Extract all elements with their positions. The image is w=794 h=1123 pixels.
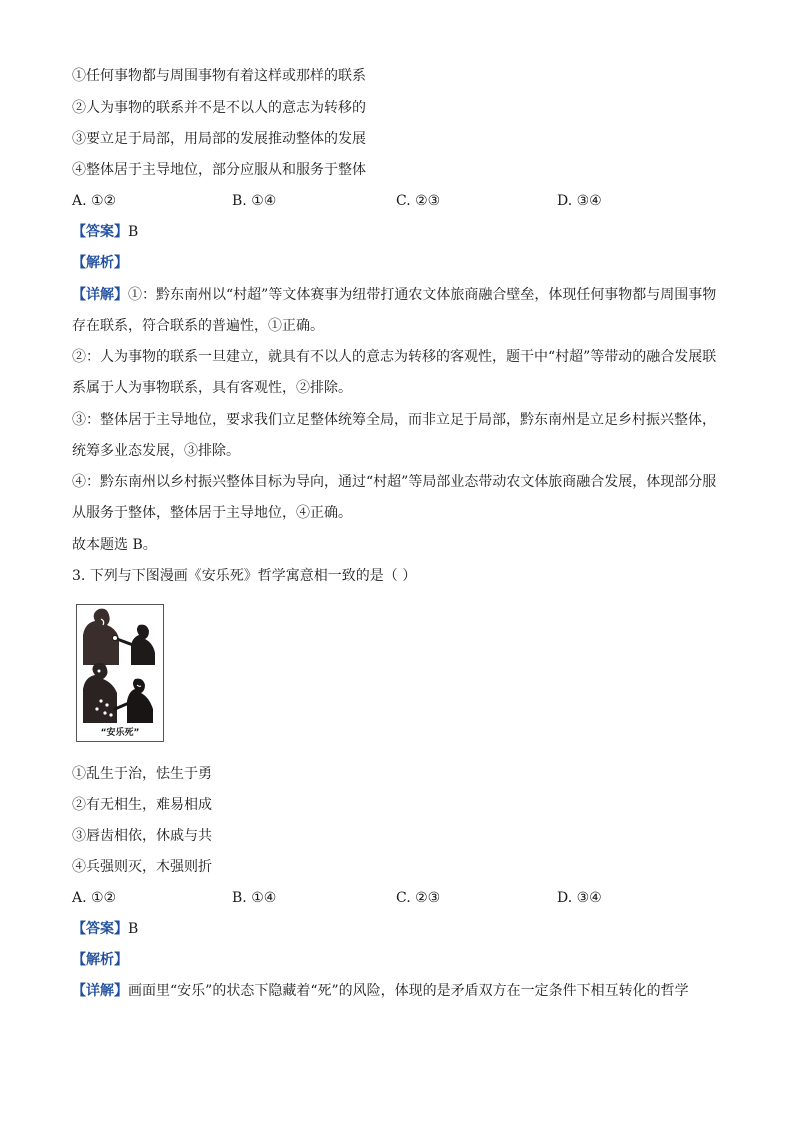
answer-tag: 【答案】	[72, 921, 128, 937]
q2-option-c: C. ②③	[396, 193, 441, 209]
cartoon-caption: “安乐死”	[100, 728, 140, 738]
q3-statement-4: ④兵强则灭，木强则折	[72, 859, 212, 875]
q3-analysis-heading	[72, 950, 128, 970]
q2-statement-2: ②人为事物的联系并不是不以人的意志为转移的	[72, 100, 366, 116]
answer-value: B	[128, 224, 139, 240]
cartoon-illustration	[77, 605, 163, 725]
q3-statement-2: ②有无相生，难易相成	[72, 797, 212, 813]
cartoon-image	[76, 604, 164, 742]
q2-answer	[72, 222, 138, 242]
q2-option-d: D. ③④	[557, 193, 602, 209]
q3-statement-1: ①乱生于治，怯生于勇	[72, 766, 212, 782]
q2-option-a: A. ①②	[72, 193, 117, 209]
q2-analysis-heading	[72, 253, 128, 273]
q3-option-a: A. ①②	[72, 890, 117, 906]
q3-option-d: D. ③④	[557, 890, 602, 906]
q2-option-b: B. ①④	[232, 193, 277, 209]
q3-statement-3: ③唇齿相依，休戚与共	[72, 828, 212, 844]
q3-stem: 3. 下列与下图漫画《安乐死》哲学寓意相一致的是（ ）	[72, 568, 417, 584]
detail-text: 画面里“安乐”的状态下隐藏着“死”的风险，体现的是矛盾双方在一定条件下相互转化的哲学	[128, 983, 689, 999]
q3-detail-1	[72, 981, 689, 1001]
q3-answer	[72, 919, 138, 939]
analysis-tag: 【解析】	[72, 255, 128, 271]
q3-option-c: C. ②③	[396, 890, 441, 906]
detail-text: ①：黔东南州以“村超”等文体赛事为纽带打通农文体旅商融合壁垒，体现任何事物都与周围事物存在联系，符合联系的普遍性，①正确。	[72, 287, 717, 334]
q2-detail-4: ④：黔东南州以乡村振兴整体目标为导向，通过“村超”等局部业态带动农文体旅商融合发展，体现部分服从服务于整体，整体居于主导地位，④正确。	[72, 474, 717, 521]
analysis-tag: 【解析】	[72, 952, 128, 968]
q2-options	[72, 191, 772, 211]
q2-detail-2: ②：人为事物的联系一旦建立，就具有不以人的意志为转移的客观性，题干中“村超”等带动的融合发展联系属于人为事物联系，具有客观性，②排除。	[72, 349, 717, 396]
detail-tag: 【详解】	[72, 983, 128, 999]
answer-value: B	[128, 921, 139, 937]
q2-statement-4: ④整体居于主导地位，部分应服从和服务于整体	[72, 162, 366, 178]
q3-option-b: B. ①④	[232, 890, 277, 906]
answer-tag: 【答案】	[72, 224, 128, 240]
q2-detail-3: ③：整体居于主导地位，要求我们立足整体统筹全局，而非立足于局部，黔东南州是立足乡村振兴整体，统筹多业态发展，③排除。	[72, 412, 716, 459]
q2-statement-3: ③要立足于局部，用局部的发展推动整体的发展	[72, 131, 366, 147]
q2-detail-1	[72, 280, 722, 342]
q3-options	[72, 888, 772, 908]
detail-tag: 【详解】	[72, 287, 128, 303]
q2-statement-1: ①任何事物都与周围事物有着这样或那样的联系	[72, 68, 366, 84]
q2-conclusion: 故本题选 B。	[72, 537, 157, 553]
